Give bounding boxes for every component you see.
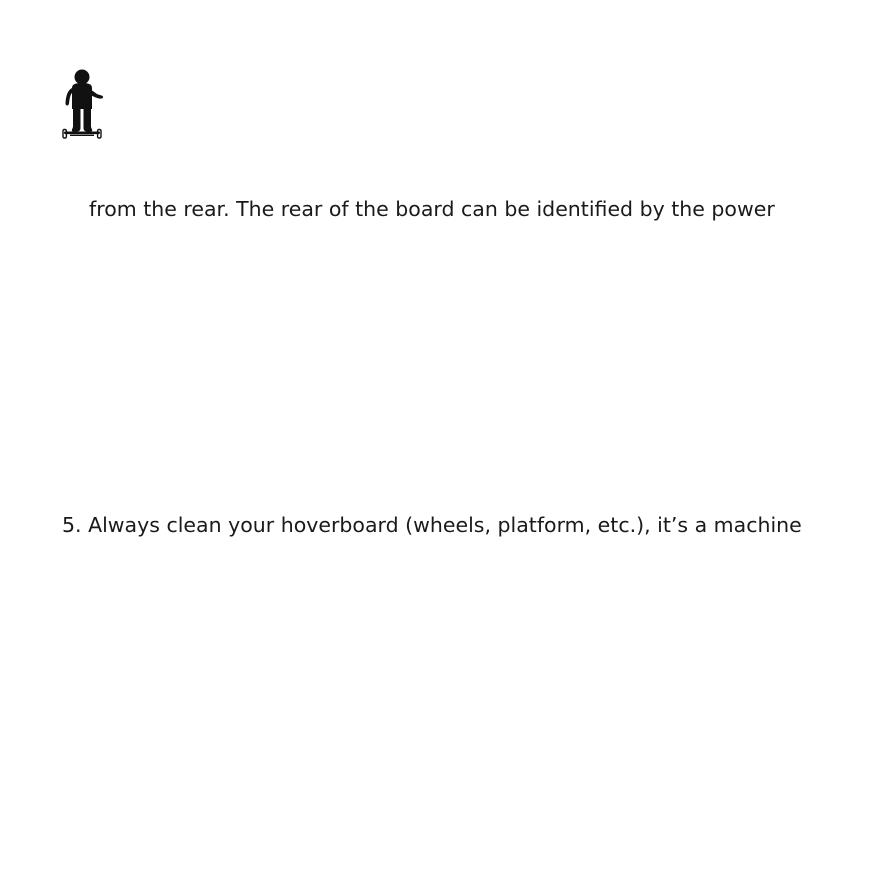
hoverboard-rider-icon <box>60 68 104 140</box>
body-text-line: from the rear. The rear of the board can be identified by the power <box>89 197 775 221</box>
numbered-instruction-line: 5. Always clean your hoverboard (wheels, platform, etc.), it’s a machine <box>62 513 802 537</box>
